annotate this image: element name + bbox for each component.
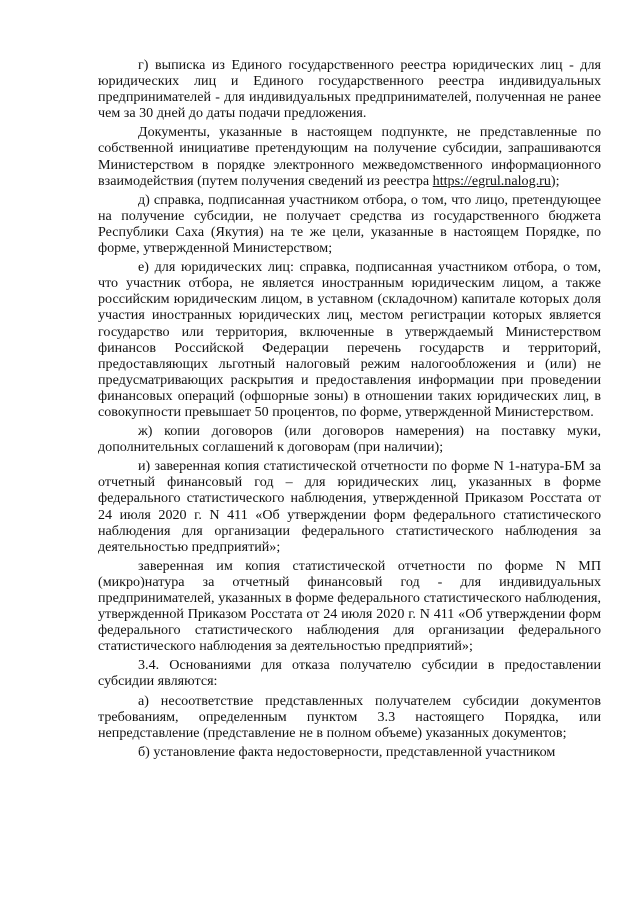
paragraph-i-statistics: и) заверенная копия статистической отчетности по форме N 1-натура-БМ за отчетный финансовый год – для юридических лиц, указанных в форме федерального статистического наблюдения, утвержденной Приказом Росстата от 24 июля 2020 г. N 411 «Об утверждении форм федерального статистического наблюдения для организации федерального статистического наблюдения за деятельностью предприятий»; bbox=[98, 458, 601, 555]
paragraph-a-nonconformity: а) несоответствие представленных получателем субсидии документов требованиям, определенным пунктом 3.3 настоящего Порядка, или непредставление (представление не в полном объеме) указанных документов; bbox=[98, 692, 601, 741]
paragraph-documents-request bbox=[98, 124, 601, 188]
document-body bbox=[98, 57, 601, 760]
paragraph-e-legal-entities: е) для юридических лиц: справка, подписанная участником отбора, о том, что участник отбора, не является иностранным юридическим лицом, а также российским юридическим лицом, в уставном (складочном) капитале которых доля участия иностранных юридических лиц, местом регистрации которых является государство или территория, включенные в утверждаемый Министерством финансов Российской Федерации перечень государств и территорий, предоставляющих льготный налоговый режим налогообложения и (или) не предусматривающих раскрытия и предоставления информации при проведении финансовых операций (офшорные зоны) в отношении таких юридических лиц, в совокупности превышает 50 процентов, по форме, утвержденной Министерством. bbox=[98, 259, 601, 420]
paragraph-g-extract: г) выписка из Единого государственного реестра юридических лиц - для юридических лиц и Единого государственного реестра индивидуальных предпринимателей - для индивидуальных предпринимателей, полученная не ранее чем за 30 дней до даты подачи предложения. bbox=[98, 57, 601, 122]
egrul-registry-link[interactable]: https://egrul.nalog.ru bbox=[432, 172, 551, 189]
paragraph-3-4-grounds: 3.4. Основаниями для отказа получателю субсидии в предоставлении субсидии являются: bbox=[98, 657, 601, 690]
paragraph-d-certificate: д) справка, подписанная участником отбора, о том, что лицо, претендующее на получение субсидии, не получает средства из государственного бюджета Республики Саха (Якутия) на те же цели, указанные в настоящем Порядке, по форме, утвержденной Министерством; bbox=[98, 191, 601, 257]
paragraph-b-unreliability: б) установление факта недостоверности, представленной участником bbox=[138, 743, 556, 760]
paragraph-documents-request-text: Документы, указанные в настоящем подпункте, не представленные по собственной инициативе претендующим на получение субсидии, запрашиваются Министерством в порядке электронного межведомственного информационного взаимодействия (путем получения сведений из реестра bbox=[98, 124, 601, 189]
paragraph-statistics-entrepreneurs: заверенная им копия статистической отчетности по форме N МП (микро)натура за отчетный финансовый год - для индивидуальных предпринимателей, указанных в форме федерального статистического наблюдения, утвержденной Приказом Росстата от 24 июля 2020 г. N 411 «Об утверждении форм федерального статистического наблюдения для организации федерального статистического наблюдения за деятельностью предприятий»; bbox=[98, 557, 601, 655]
registry-link-tail: ); bbox=[550, 172, 560, 189]
paragraph-zh-contracts: ж) копии договоров (или договоров намерения) на поставку муки, дополнительных соглашений к договорам (при наличии); bbox=[98, 423, 601, 456]
